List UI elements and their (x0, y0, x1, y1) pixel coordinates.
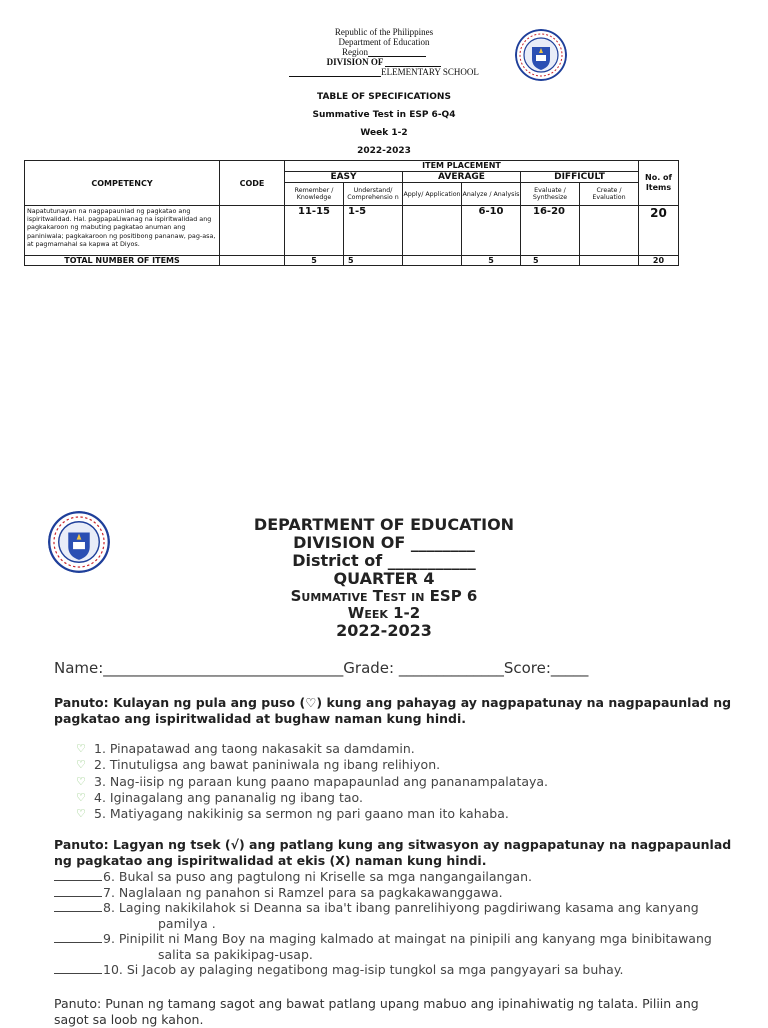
region-line: Region (200, 47, 568, 57)
tos-title-block (200, 88, 568, 160)
total-analyze: 5 (462, 256, 521, 266)
competency-header: COMPETENCY (25, 161, 220, 206)
part1-list (76, 741, 548, 822)
level-apply: Apply/ Application (403, 183, 462, 206)
list-item: 9. Pinipilit ni Mang Boy na maging kalmado at maingat na pinipili ang kanyang mga binibitawang salita sa pakikipag-usap. (54, 931, 734, 962)
heart-icon[interactable]: ♡ (76, 774, 86, 788)
table-row (25, 256, 679, 266)
total-sum: 20 (639, 256, 679, 266)
total-remember: 5 (285, 256, 344, 266)
tos-week: Week 1-2 (360, 128, 408, 138)
week-title: Week 1-2 (347, 604, 421, 622)
heart-icon[interactable]: ♡ (76, 790, 86, 804)
cell-evaluate: 16-20 (521, 206, 580, 256)
list-item: ♡ 1. Pinapatawad ang taong nakasakit sa damdamin. (76, 741, 415, 756)
part1-instruction: Panuto: Kulayan ng pula ang puso (♡) kung ang pahayag ay nagpapatunay na nagpapaunlad ng pagkatao ang ispiritwalidad at bughaw naman kung hindi. (54, 695, 732, 726)
no-of-items-header: No. of Items (639, 161, 679, 206)
student-info-line[interactable]: Name:________________________________Grade: ______________Score:_____ (54, 659, 589, 677)
cell-create (580, 206, 639, 256)
list-item: 7. Naglalaan ng panahon si Ramzel para sa pagkakawanggawa. (54, 885, 734, 901)
answer-blank[interactable] (54, 931, 102, 943)
total-evaluate: 5 (521, 256, 580, 266)
cell-remember: 11-15 (285, 206, 344, 256)
part3-instruction: Panuto: Punan ng tamang sagot ang bawat patlang upang mabuo ang ipinahiwatig ng talata. Piliin ang sagot sa loob ng kahon. (54, 996, 699, 1027)
heart-icon[interactable]: ♡ (76, 758, 86, 772)
cell-analyze: 6-10 (462, 206, 521, 256)
test-header (170, 516, 598, 640)
heart-icon[interactable]: ♡ (76, 807, 86, 821)
list-item: ♡ 3. Nag-iisip ng paraan kung paano mapapaunlad ang pananampalataya. (76, 773, 549, 789)
answer-blank[interactable] (54, 869, 102, 881)
cell-row-total: 20 (639, 206, 679, 256)
republic-line: Republic of the Philippines (334, 27, 434, 37)
level-analyze: Analyze / Analysis (462, 183, 521, 206)
tos-year: 2022-2023 (357, 146, 411, 156)
part2-instruction: Panuto: Lagyan ng tsek (√) ang patlang kung ang sitwasyon ay nagpapatunay na nagpapaunlad ng pagkatao ang ispiritwalidad at ekis (X) naman kung hindi. (54, 837, 732, 868)
district-title: District of ___________ (292, 551, 476, 570)
total-create (580, 256, 639, 266)
list-item: ♡ 5. Matiyagang nakikinig sa sermon ng pari gaano man ito kahaba. (76, 806, 509, 822)
list-item: ♡ 4. Iginagalang ang pananalig ng ibang tao. (76, 789, 363, 805)
cell-apply (403, 206, 462, 256)
item-placement-header: ITEM PLACEMENT (285, 161, 639, 172)
table-row (25, 206, 679, 256)
tos-title: TABLE OF SPECIFICATIONS (317, 92, 451, 102)
list-item: 6. Bukal sa puso ang pagtulong ni Kriselle sa mga nangangailangan. (54, 869, 734, 885)
deped-seal-icon (48, 511, 110, 573)
difficult-header: DIFFICULT (521, 172, 639, 183)
competency-text: Napatutunayan na nagpapaunlad ng pagkatao ang ispiritwalidad. Hal. pagpapaLiwanag na ispiritwalidad ang pagkakaroon ng mabuting pagkatao anuman ang paniniwala; pagkakaroon ng positibong pananaw, pag-asa, at pagmamahal sa kapwa at Diyos. (25, 206, 220, 256)
code-cell (220, 206, 285, 256)
dept-title: DEPARTMENT OF EDUCATION (253, 515, 515, 534)
year-title: 2022-2023 (336, 621, 432, 640)
tos-subtitle: Summative Test in ESP 6-Q4 (312, 110, 456, 120)
part2-list (54, 869, 734, 978)
school-line: ELEMENTARY SCHOOL (200, 67, 568, 77)
easy-header: EASY (285, 172, 403, 183)
total-code-cell (220, 256, 285, 266)
department-line: Department of Education (338, 37, 430, 47)
total-label: TOTAL NUMBER OF ITEMS (25, 256, 220, 266)
level-remember: Remember / Knowledge (285, 183, 344, 206)
answer-blank[interactable] (54, 962, 102, 974)
level-evaluate: Evaluate / Synthesize (521, 183, 580, 206)
cell-understand: 1-5 (344, 206, 403, 256)
tos-letterhead (200, 27, 568, 77)
heart-icon[interactable]: ♡ (76, 742, 86, 755)
quarter-title: QUARTER 4 (333, 569, 435, 588)
list-item: 8. Laging nakikilahok si Deanna sa iba't ibang panrelihiyong pagdiriwang kasama ang kanyang pamilya . (54, 900, 734, 931)
tos-table (24, 160, 679, 266)
list-item: ♡ 2. Tinutuligsa ang bawat paniniwala ng ibang relihiyon. (76, 757, 441, 773)
division-line: DIVISION OF (200, 57, 568, 67)
list-item: 10. Si Jacob ay palaging negatibong mag-isip tungkol sa mga pangyayari sa buhay. (54, 962, 734, 978)
test-title: Summative Test in ESP 6 (290, 587, 478, 605)
division-title: DIVISION OF ________ (293, 533, 475, 552)
total-apply (403, 256, 462, 266)
level-create: Create / Evaluation (580, 183, 639, 206)
total-understand: 5 (344, 256, 403, 266)
code-header: CODE (220, 161, 285, 206)
level-understand: Understand/ Comprehensio n (344, 183, 403, 206)
average-header: AVERAGE (403, 172, 521, 183)
answer-blank[interactable] (54, 900, 102, 912)
answer-blank[interactable] (54, 885, 102, 897)
